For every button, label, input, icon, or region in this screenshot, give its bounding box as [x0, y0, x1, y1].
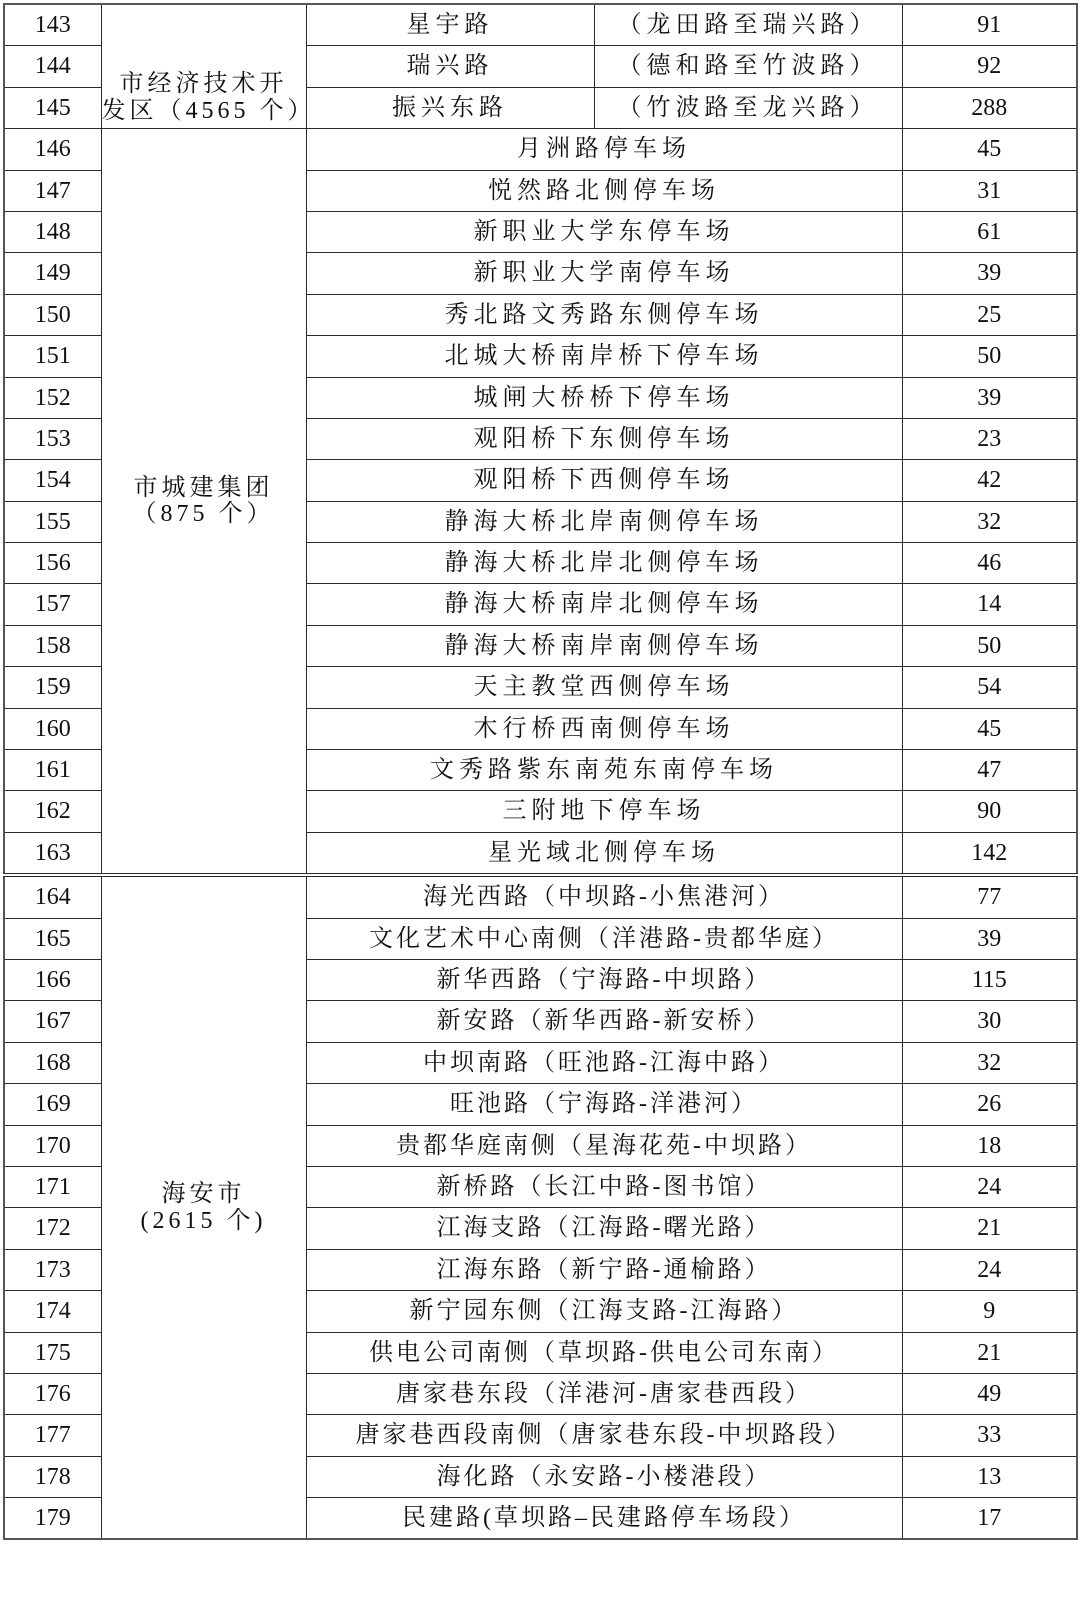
space-count: 47	[902, 750, 1077, 791]
space-count: 9	[902, 1291, 1077, 1332]
location-name: 新宁园东侧（江海支路-江海路）	[306, 1291, 902, 1332]
row-number: 162	[4, 791, 101, 832]
space-count: 45	[902, 708, 1077, 749]
row-number: 151	[4, 336, 101, 377]
space-count: 50	[902, 336, 1077, 377]
location-name: 新华西路（宁海路-中坝路）	[306, 959, 902, 1000]
table-row	[4, 129, 1077, 170]
location-name: 观阳桥下西侧停车场	[306, 460, 902, 501]
location-name: 星光域北侧停车场	[306, 832, 902, 875]
road-name: 瑞兴路	[306, 46, 594, 87]
group-name-line2: (2615 个)	[140, 1207, 267, 1234]
table-row	[4, 4, 1077, 46]
location-name: 天主教堂西侧停车场	[306, 667, 902, 708]
space-count: 39	[902, 918, 1077, 959]
group-name-line1: 海安市	[161, 1181, 246, 1208]
location-name: 新职业大学南停车场	[306, 253, 902, 294]
table-row	[4, 875, 1077, 918]
space-count: 77	[902, 875, 1077, 918]
row-number: 163	[4, 832, 101, 875]
row-number: 144	[4, 46, 101, 87]
row-number: 156	[4, 543, 101, 584]
row-number: 160	[4, 708, 101, 749]
row-number: 175	[4, 1332, 101, 1373]
space-count: 17	[902, 1498, 1077, 1540]
row-number: 172	[4, 1208, 101, 1249]
row-number: 149	[4, 253, 101, 294]
location-name: 悦然路北侧停车场	[306, 170, 902, 211]
space-count: 24	[902, 1249, 1077, 1290]
parking-table	[3, 3, 1078, 1540]
space-count: 50	[902, 625, 1077, 666]
location-name: 唐家巷东段（洋港河-唐家巷西段）	[306, 1373, 902, 1414]
space-count: 39	[902, 377, 1077, 418]
space-count: 13	[902, 1456, 1077, 1497]
space-count: 30	[902, 1001, 1077, 1042]
row-number: 159	[4, 667, 101, 708]
location-name: 江海东路（新宁路-通榆路）	[306, 1249, 902, 1290]
location-name: 北城大桥南岸桥下停车场	[306, 336, 902, 377]
row-number: 169	[4, 1084, 101, 1125]
row-number: 153	[4, 418, 101, 459]
row-number: 165	[4, 918, 101, 959]
row-number: 143	[4, 4, 101, 46]
row-number: 148	[4, 211, 101, 252]
location-name: 海光西路（中坝路-小焦港河）	[306, 875, 902, 918]
space-count: 33	[902, 1415, 1077, 1456]
row-number: 152	[4, 377, 101, 418]
space-count: 42	[902, 460, 1077, 501]
road-name: 星宇路	[306, 4, 594, 46]
space-count: 18	[902, 1125, 1077, 1166]
row-number: 154	[4, 460, 101, 501]
row-number: 173	[4, 1249, 101, 1290]
location-name: 静海大桥南岸南侧停车场	[306, 625, 902, 666]
group-name-line2: （875 个）	[132, 501, 275, 528]
location-name: 秀北路文秀路东侧停车场	[306, 294, 902, 335]
row-number: 171	[4, 1166, 101, 1207]
location-name: 供电公司南侧（草坝路-供电公司东南）	[306, 1332, 902, 1373]
location-name: 民建路(草坝路–民建路停车场段）	[306, 1498, 902, 1540]
space-count: 25	[902, 294, 1077, 335]
space-count: 39	[902, 253, 1077, 294]
location-name: 三附地下停车场	[306, 791, 902, 832]
space-count: 54	[902, 667, 1077, 708]
group-name-line1: 市经济技术开	[119, 71, 288, 98]
parking-table-body	[4, 4, 1077, 1539]
group-name-cell	[101, 4, 316, 129]
space-count: 14	[902, 584, 1077, 625]
space-count: 31	[902, 170, 1077, 211]
row-number: 168	[4, 1042, 101, 1083]
location-name: 新桥路（长江中路-图书馆）	[306, 1166, 902, 1207]
space-count: 49	[902, 1373, 1077, 1414]
row-number: 178	[4, 1456, 101, 1497]
row-number: 145	[4, 87, 101, 128]
space-count: 24	[902, 1166, 1077, 1207]
row-number: 166	[4, 959, 101, 1000]
row-number: 170	[4, 1125, 101, 1166]
space-count: 92	[902, 46, 1077, 87]
location-name: 城闸大桥桥下停车场	[306, 377, 902, 418]
road-section: （德和路至竹波路）	[594, 46, 902, 87]
location-name: 唐家巷西段南侧（唐家巷东段-中坝路段）	[306, 1415, 902, 1456]
group-name-cell	[101, 129, 306, 876]
space-count: 45	[902, 129, 1077, 170]
location-name: 月洲路停车场	[306, 129, 902, 170]
space-count: 21	[902, 1332, 1077, 1373]
space-count: 90	[902, 791, 1077, 832]
space-count: 46	[902, 543, 1077, 584]
row-number: 179	[4, 1498, 101, 1540]
space-count: 23	[902, 418, 1077, 459]
row-number: 155	[4, 501, 101, 542]
location-name: 贵都华庭南侧（星海花苑-中坝路）	[306, 1125, 902, 1166]
space-count: 288	[902, 87, 1077, 128]
row-number: 176	[4, 1373, 101, 1414]
location-name: 新安路（新华西路-新安桥）	[306, 1001, 902, 1042]
row-number: 167	[4, 1001, 101, 1042]
location-name: 静海大桥北岸北侧停车场	[306, 543, 902, 584]
location-name: 木行桥西南侧停车场	[306, 708, 902, 749]
location-name: 江海支路（江海路-曙光路）	[306, 1208, 902, 1249]
road-name: 振兴东路	[306, 87, 594, 128]
location-name: 观阳桥下东侧停车场	[306, 418, 902, 459]
space-count: 142	[902, 832, 1077, 875]
space-count: 61	[902, 211, 1077, 252]
location-name: 旺池路（宁海路-洋港河）	[306, 1084, 902, 1125]
location-name: 新职业大学东停车场	[306, 211, 902, 252]
row-number: 177	[4, 1415, 101, 1456]
row-number: 146	[4, 129, 101, 170]
group-name-line1: 市城建集团	[133, 474, 274, 501]
location-name: 文化艺术中心南侧（洋港路-贵都华庭）	[306, 918, 902, 959]
space-count: 26	[902, 1084, 1077, 1125]
location-name: 中坝南路（旺池路-江海中路）	[306, 1042, 902, 1083]
space-count: 91	[902, 4, 1077, 46]
space-count: 32	[902, 501, 1077, 542]
road-section: （竹波路至龙兴路）	[594, 87, 902, 128]
group-name-cell	[101, 875, 306, 1539]
row-number: 147	[4, 170, 101, 211]
row-number: 161	[4, 750, 101, 791]
row-number: 150	[4, 294, 101, 335]
location-name: 海化路（永安路-小楼港段）	[306, 1456, 902, 1497]
location-name: 静海大桥北岸南侧停车场	[306, 501, 902, 542]
group-name-line2: 发区（4565 个）	[101, 97, 316, 124]
row-number: 157	[4, 584, 101, 625]
location-name: 文秀路紫东南苑东南停车场	[306, 750, 902, 791]
space-count: 32	[902, 1042, 1077, 1083]
road-section: （龙田路至瑞兴路）	[594, 4, 902, 46]
location-name: 静海大桥南岸北侧停车场	[306, 584, 902, 625]
row-number: 158	[4, 625, 101, 666]
row-number: 174	[4, 1291, 101, 1332]
row-number: 164	[4, 875, 101, 918]
space-count: 21	[902, 1208, 1077, 1249]
space-count: 115	[902, 959, 1077, 1000]
